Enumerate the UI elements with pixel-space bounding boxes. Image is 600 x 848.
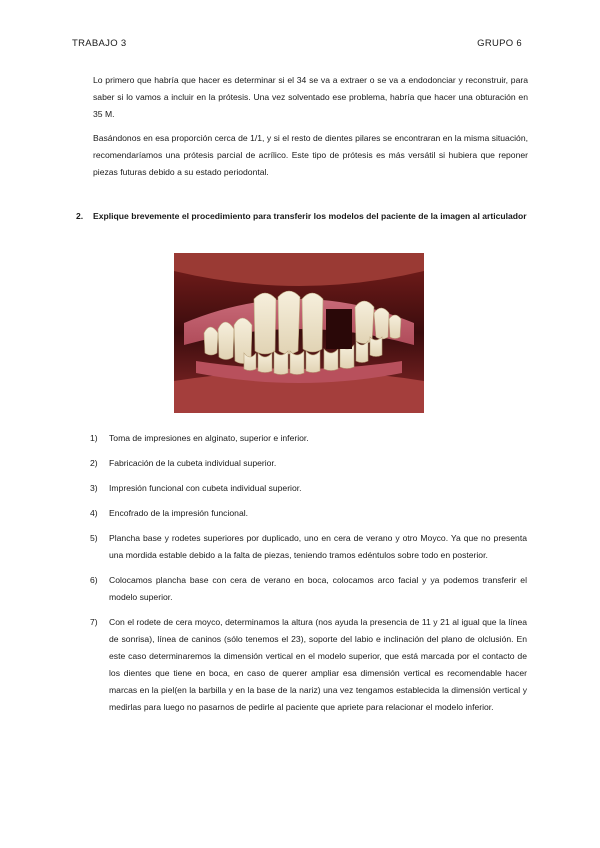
page-header-left: TRABAJO 3 <box>72 38 127 49</box>
list-item <box>90 614 530 716</box>
list-item-number: 3) <box>90 483 98 493</box>
dental-photo-graphic <box>174 253 424 413</box>
list-item-number: 6) <box>90 575 98 585</box>
paragraph-1: Lo primero que habría que hacer es determinar si el 34 se va a extraer o se va a endodonciar y reconstruir, para saber si lo vamos a incluir en la prótesis. Una vez solventado ese problema, habría que hacer una obturación en 35 M. <box>93 75 528 119</box>
list-item-text: Encofrado de la impresión funcional. <box>109 508 249 518</box>
list-item-number: 2) <box>90 458 98 468</box>
list-item-text: Colocamos plancha base con cera de verano en boca, colocamos arco facial y ya podemos transferir el modelo superior. <box>109 575 527 602</box>
list-item <box>90 455 530 472</box>
list-item <box>90 530 530 564</box>
list-item <box>90 430 530 447</box>
list-item-text: Plancha base y rodetes superiores por duplicado, uno en cera de verano y otro Moyco. Ya que no presenta una mordida estable debido a la falta de piezas, teniendo tramos edéntulos sobre todo en posterior. <box>109 533 527 560</box>
list-item-number: 5) <box>90 533 98 543</box>
list-item-text: Fabricación de la cubeta individual superior. <box>109 458 277 468</box>
list-item <box>90 572 530 606</box>
question-number: 2. <box>76 211 84 221</box>
list-item-number: 7) <box>90 617 98 627</box>
question-text: Explique brevemente el procedimiento para transferir los modelos del paciente de la imagen al articulador <box>93 211 527 221</box>
list-item-text: Impresión funcional con cubeta individual superior. <box>109 483 302 493</box>
list-item-number: 4) <box>90 508 98 518</box>
list-item <box>90 480 530 497</box>
list-item-number: 1) <box>90 433 98 443</box>
steps-list <box>90 430 530 724</box>
page-header-right: GRUPO 6 <box>477 38 522 49</box>
list-item-text: Toma de impresiones en alginato, superior e inferior. <box>109 433 309 443</box>
question-2 <box>76 208 531 225</box>
dental-photo <box>174 253 424 413</box>
list-item <box>90 505 530 522</box>
list-item-text: Con el rodete de cera moyco, determinamos la altura (nos ayuda la presencia de 11 y 21 al igual que la línea de sonrisa), línea de caninos (sólo tenemos el 23), soporte del labio e inclinación del plano de olclusión. En este caso determinaremos la dimensión vertical en el modelo superior, que está marcada por el contacto de los dientes que tiene en boca, en caso de querer ampliar esa dimensión vertical es recomendable hacer marcas en la piel(en la barbilla y en la base de la nariz) una vez tengamos establecida la dimensión vertical y medirlas para luego no pasarnos de pedirle al paciente que apriete para relacionar el modelo inferior. <box>109 617 527 712</box>
paragraph-2: Basándonos en esa proporción cerca de 1/1, y si el resto de dientes pilares se encontraran en la misma situación, recomendaríamos una prótesis parcial de acrílico. Este tipo de prótesis es más versátil si hubiera que reponer piezas futuras debido a su estado periodontal. <box>93 133 528 177</box>
